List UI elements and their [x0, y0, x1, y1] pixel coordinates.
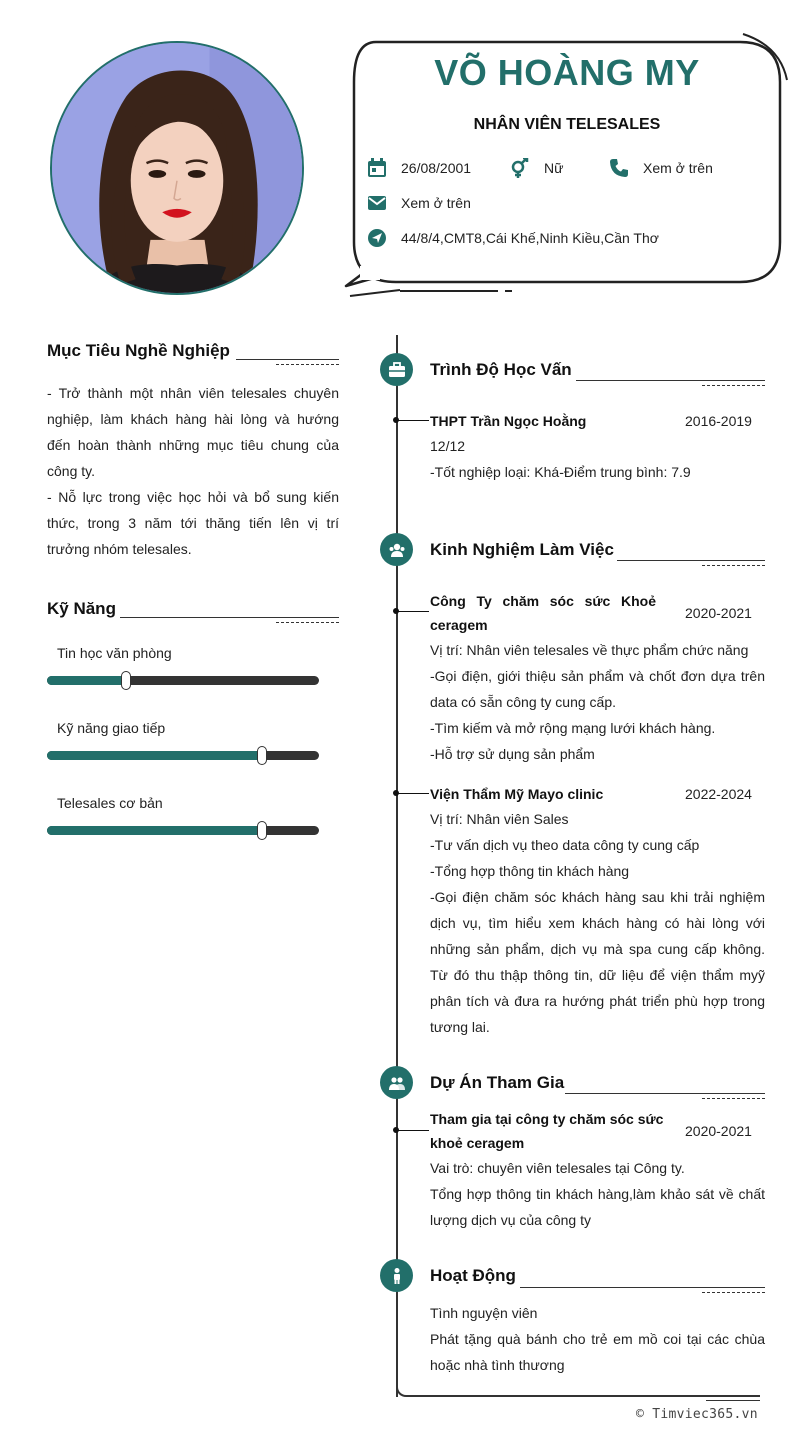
experience-date: 2022-2024	[685, 786, 752, 802]
objective-title-dash	[276, 364, 339, 365]
gender-field	[510, 158, 563, 178]
education-title-dash	[702, 385, 765, 386]
objective-line: - Nỗ lực trong việc học hỏi và bổ sung kiến thức, trong 3 năm tới thăng tiến lên vị trí trưởng nhóm telesales.	[47, 489, 339, 557]
activity-line: Phát tặng quà bánh cho trẻ em mồ coi tại các chùa hoặc nhà tình thương	[430, 1331, 765, 1373]
experience-line: -Gọi điện chăm sóc khách hàng sau khi trải nghiệm dịch vụ, tìm hiểu xem khách hàng có hài lòng với những sản phẩm, dịch vụ mà spa cung cấp không. Từ đó thu thập thông tin, dữ liệu để viện thẩm myỹ phân tích và đưa ra hướng phát triển phù hợp trong tương lai.	[430, 889, 765, 1035]
skills-title-dash	[276, 622, 339, 623]
activities-title-dash	[702, 1292, 765, 1293]
entry-connector	[397, 793, 429, 794]
experience-line: Vị trí: Nhân viên Sales	[430, 811, 569, 827]
address-value: 44/8/4,CMT8,Cái Khế,Ninh Kiều,Cần Thơ	[401, 230, 659, 246]
birthday-field	[367, 158, 471, 178]
skill-label: Tin học văn phòng	[57, 645, 172, 661]
birthday-value: 26/08/2001	[401, 160, 472, 176]
education-date: 2016-2019	[685, 413, 752, 429]
footer-watermark: © Timviec365.vn	[636, 1407, 758, 1422]
location-icon	[367, 228, 387, 248]
experience-line: -Hỗ trợ sử dụng sản phẩm	[430, 746, 595, 762]
calendar-icon	[367, 158, 387, 178]
timeline-line	[396, 335, 398, 1397]
education-details	[430, 433, 765, 485]
activities-title: Hoạt Động	[430, 1266, 522, 1286]
timeline-dot	[393, 417, 399, 423]
experience-title-dash	[702, 565, 765, 566]
project-date: 2020-2021	[685, 1123, 752, 1139]
address-field	[367, 228, 659, 248]
skills-title: Kỹ Năng	[47, 599, 120, 619]
activities-details	[430, 1300, 765, 1378]
experience-line: -Tư vấn dịch vụ theo data công ty cung cấp	[430, 837, 700, 853]
entry-connector	[397, 1130, 429, 1131]
project-details	[430, 1155, 765, 1233]
objective-title: Mục Tiêu Nghề Nghiệp	[47, 341, 234, 361]
education-line: 12/12	[430, 438, 466, 454]
skill-bar-knob	[257, 746, 267, 765]
skill-bar	[47, 826, 319, 835]
timeline-dot	[393, 608, 399, 614]
skill-bar-fill	[47, 826, 262, 835]
experience-line: -Tổng hợp thông tin khách hàng	[430, 863, 630, 879]
candidate-name: VÕ HOÀNG MY	[434, 52, 700, 93]
job-title: NHÂN VIÊN TELESALES	[473, 116, 661, 133]
skill-label: Kỹ năng giao tiếp	[57, 720, 166, 736]
objective-title-rule	[236, 359, 339, 360]
profile-photo	[50, 41, 304, 295]
project-title: Tham gia tại công ty chăm sóc sức	[430, 1111, 664, 1127]
education-title: Trình Độ Học Vấn	[430, 360, 578, 380]
experience-company-cont: ceragem	[430, 617, 488, 633]
projects-title-dash	[702, 1098, 765, 1099]
experience-details	[430, 806, 765, 1040]
phone-icon	[609, 158, 629, 178]
project-line: Tổng hợp thông tin khách hàng,làm khảo sát về chất lượng dịch vụ của công ty	[430, 1186, 765, 1228]
skills-title-rule	[120, 617, 339, 618]
skill-bar-fill	[47, 676, 126, 685]
objective-text	[47, 380, 339, 562]
skill-bar-fill	[47, 751, 262, 760]
experience-date: 2020-2021	[685, 605, 752, 621]
briefcase-icon	[380, 353, 413, 386]
project-title-cont: khoẻ ceragem	[430, 1135, 525, 1151]
experience-title: Kinh Nghiệm Làm Việc	[430, 540, 620, 560]
timeline-end-accent	[706, 1400, 760, 1401]
skill-bar-knob	[257, 821, 267, 840]
experience-company: Công Ty chăm sóc sức Khoẻ	[430, 593, 656, 609]
activity-line: Tình nguyện viên	[430, 1305, 538, 1321]
person-icon	[380, 1259, 413, 1292]
entry-connector	[397, 420, 429, 421]
objective-line: - Trở thành một nhân viên telesales chuyên nghiệp, làm khách hàng hài lòng và hướng đến hoàn thành những mục tiêu chung của công ty.	[47, 385, 339, 479]
group-icon	[380, 1066, 413, 1099]
timeline-dot	[393, 1127, 399, 1133]
skill-bar-knob	[121, 671, 131, 690]
gender-value: Nữ	[544, 160, 564, 176]
skill-bar	[47, 676, 319, 685]
experience-line: -Tìm kiếm và mở rộng mạng lưới khách hàng.	[430, 720, 716, 736]
team-icon	[380, 533, 413, 566]
mail-icon	[367, 193, 387, 213]
projects-title: Dự Án Tham Gia	[430, 1073, 570, 1093]
education-line: -Tốt nghiệp loại: Khá-Điểm trung bình: 7.9	[430, 464, 691, 480]
activities-title-rule	[520, 1287, 765, 1288]
timeline-dot	[393, 790, 399, 796]
projects-title-rule	[565, 1093, 765, 1094]
education-title-rule	[576, 380, 765, 381]
entry-connector	[397, 611, 429, 612]
experience-company: Viện Thẩm Mỹ Mayo clinic	[430, 786, 604, 802]
experience-line: Vị trí: Nhân viên telesales về thực phẩm chức năng	[430, 642, 749, 658]
email-value: Xem ở trên	[401, 195, 471, 211]
portrait-illustration	[52, 43, 302, 293]
experience-details	[430, 637, 765, 767]
skill-bar	[47, 751, 319, 760]
timeline-bottom-corner	[396, 1381, 760, 1397]
phone-field	[609, 158, 713, 178]
gender-icon	[510, 158, 530, 178]
skill-label: Telesales cơ bản	[57, 795, 163, 811]
experience-title-rule	[617, 560, 765, 561]
project-line: Vai trò: chuyên viên telesales tại Công ty.	[430, 1160, 685, 1176]
experience-line: -Gọi điện, giới thiệu sản phẩm và chốt đơn dựa trên data có sẵn công ty cung cấp.	[430, 668, 765, 710]
education-school: THPT Trần Ngọc Hoằng	[430, 413, 587, 429]
phone-value: Xem ở trên	[643, 160, 713, 176]
email-field	[367, 193, 471, 213]
